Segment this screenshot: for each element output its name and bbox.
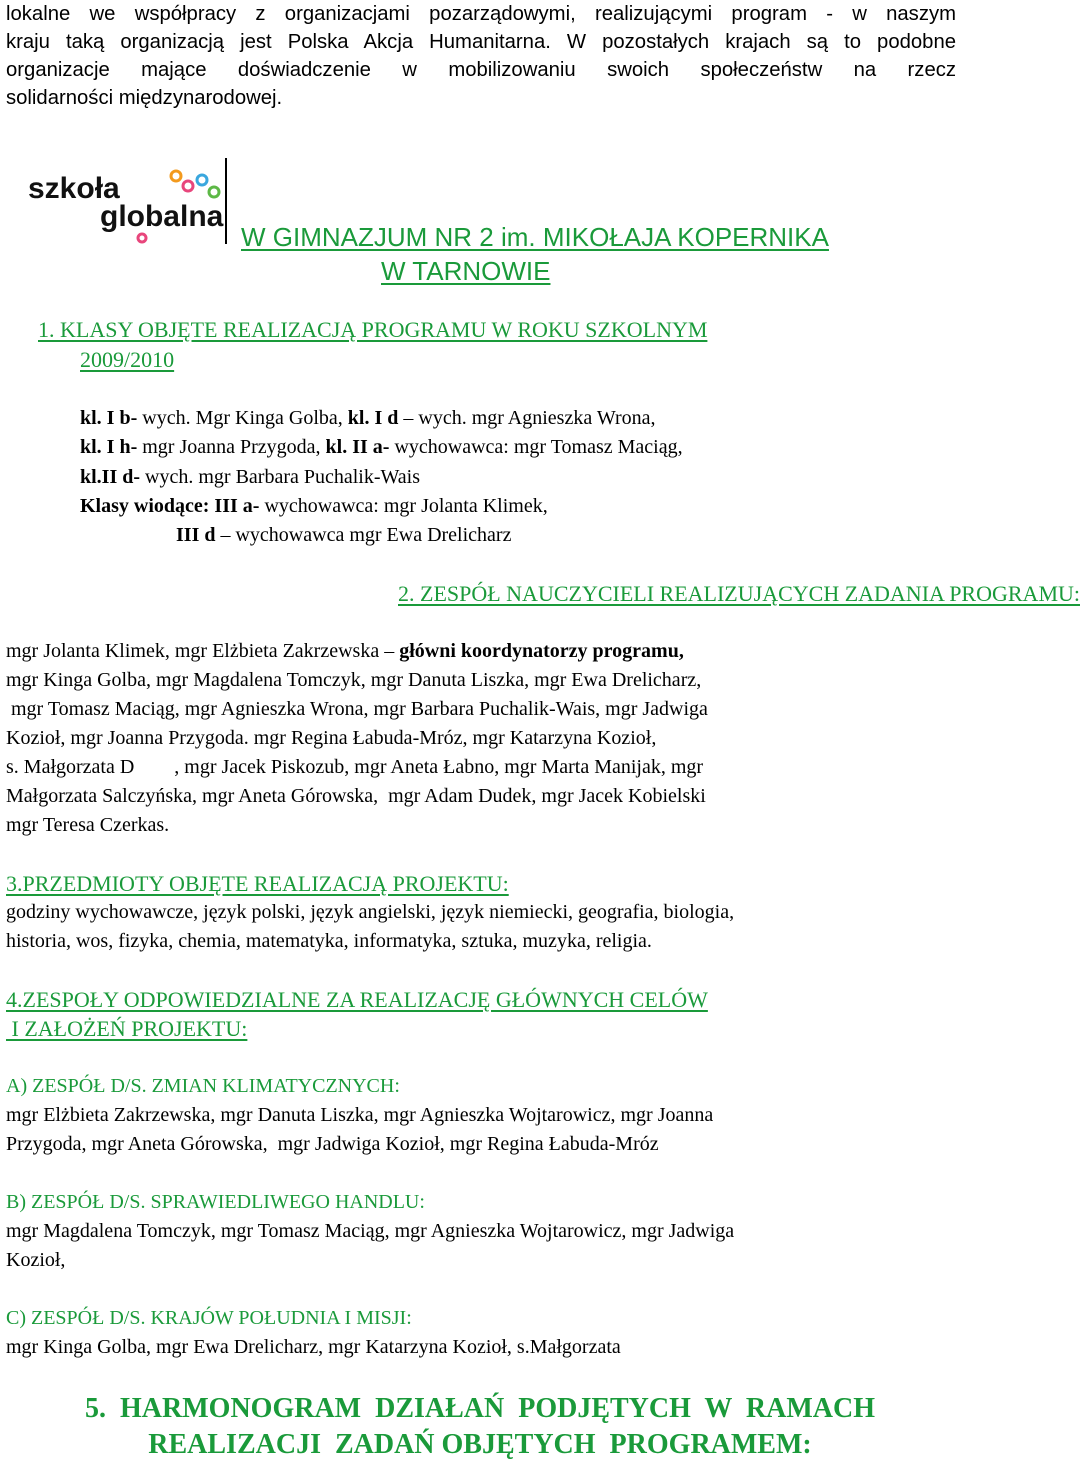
logo-word-1: szkoła — [28, 172, 120, 205]
class-label: Klasy wiodące: III a- — [80, 495, 260, 517]
teacher-line: s. Małgorzata D , mgr Jacek Piskozub, mgr Aneta Łabno, mgr Marta Manijak, mgr — [6, 756, 704, 778]
class-teacher: – wychowawca mgr Ewa Drelicharz — [215, 524, 512, 546]
class-label: kl. I h- — [80, 436, 138, 458]
teacher-line: mgr Teresa Czerkas. — [6, 814, 170, 836]
subjects-line: godziny wychowawcze, język polski, język angielski, język niemiecki, geografia, biologia, — [6, 901, 735, 923]
team-b-title: B) ZESPÓŁ D/S. SPRAWIEDLIWEGO HANDLU: — [6, 1191, 425, 1213]
class-row — [80, 405, 655, 431]
school-name-line2: W TARNOWIE — [381, 256, 551, 286]
intro-line: solidarności międzynarodowej. — [6, 87, 283, 109]
school-name-line1: W GIMNAZJUM NR 2 im. MIKOŁAJA KOPERNIKA — [241, 222, 829, 252]
section1-heading-line1: 1. KLASY OBJĘTE REALIZACJĄ PROGRAMU W ROKU SZKOLNYM — [38, 317, 708, 342]
class-teacher: mgr Joanna Przygoda, — [137, 436, 326, 458]
class-label: kl.II d- — [80, 466, 141, 488]
logo-divider — [225, 158, 227, 244]
coordinators-role: główni koordynatorzy programu, — [399, 640, 684, 662]
class-label: kl. I b- — [80, 407, 138, 429]
team-a-title: A) ZESPÓŁ D/S. ZMIAN KLIMATYCZNYCH: — [6, 1075, 400, 1097]
section1-heading-line2: 2009/2010 — [80, 347, 175, 372]
class-row — [176, 522, 511, 548]
section2-heading: 2. ZESPÓŁ NAUCZYCIELI REALIZUJĄCYCH ZADANIA PROGRAMU: — [398, 581, 1080, 606]
team-b-line: mgr Magdalena Tomczyk, mgr Tomasz Maciąg, mgr Agnieszka Wojtarowicz, mgr Jadwiga — [6, 1220, 735, 1242]
section5-heading-line1: 5. HARMONOGRAM DZIAŁAŃ PODJĘTYCH W RAMACH — [85, 1393, 875, 1424]
intro-line: kraju taką organizacją jest Polska Akcja Humanitarna. W pozostałych krajach są to podobne — [6, 31, 956, 53]
intro-line: organizacje mające doświadczenie w mobilizowaniu swoich społeczeństw na rzecz — [6, 59, 956, 81]
szkola-globalna-logo — [26, 166, 226, 246]
class-label: kl. II a- — [325, 436, 390, 458]
intro-line: lokalne we współpracy z organizacjami pozarządowymi, realizującymi program - w naszym — [6, 3, 956, 25]
logo-graphic — [26, 166, 226, 246]
section4-heading-line1: 4.ZESPOŁY ODPOWIEDZIALNE ZA REALIZACJĘ GŁÓWNYCH CELÓW — [6, 987, 708, 1012]
class-label: III d — [176, 524, 216, 546]
section5-heading-line2: REALIZACJI ZADAŃ OBJĘTYCH PROGRAMEM: — [148, 1429, 812, 1460]
class-label: kl. I d — [347, 407, 399, 429]
team-a-line: mgr Elżbieta Zakrzewska, mgr Danuta Liszka, mgr Agnieszka Wojtarowicz, mgr Joanna — [6, 1104, 714, 1126]
teacher-line: Kozioł, mgr Joanna Przygoda. mgr Regina Łabuda-Mróz, mgr Katarzyna Kozioł, — [6, 727, 657, 749]
class-row — [80, 493, 548, 519]
class-row — [80, 464, 420, 490]
class-teacher: wych. Mgr Kinga Golba, — [137, 407, 348, 429]
section4-heading-line2: I ZAŁOŻEŃ PROJEKTU: — [6, 1016, 248, 1041]
class-teacher: wychowawca: mgr Tomasz Maciąg, — [389, 436, 683, 458]
subjects-line: historia, wos, fizyka, chemia, matematyka, informatyka, sztuka, muzyka, religia. — [6, 930, 652, 952]
intro-paragraph — [6, 0, 956, 112]
class-teacher: wychowawca: mgr Jolanta Klimek, — [259, 495, 548, 517]
team-c-line: mgr Kinga Golba, mgr Ewa Drelicharz, mgr Katarzyna Kozioł, s.Małgorzata — [6, 1336, 621, 1358]
class-teacher: – wych. mgr Agnieszka Wrona, — [398, 407, 656, 429]
class-row — [80, 434, 683, 460]
class-teacher: wych. mgr Barbara Puchalik-Wais — [140, 466, 421, 488]
team-b-line: Kozioł, — [6, 1249, 66, 1271]
teacher-line — [6, 638, 684, 664]
section3-heading: 3.PRZEDMIOTY OBJĘTE REALIZACJĄ PROJEKTU: — [6, 871, 509, 896]
team-c-title: C) ZESPÓŁ D/S. KRAJÓW POŁUDNIA I MISJI: — [6, 1307, 412, 1329]
teacher-line: mgr Kinga Golba, mgr Magdalena Tomczyk, mgr Danuta Liszka, mgr Ewa Drelicharz, — [6, 669, 702, 691]
teacher-line: mgr Tomasz Maciąg, mgr Agnieszka Wrona, mgr Barbara Puchalik-Wais, mgr Jadwiga — [6, 698, 708, 720]
logo-word-2: globalna — [100, 200, 224, 233]
teacher-line: Małgorzata Salczyńska, mgr Aneta Górowska, mgr Adam Dudek, mgr Jacek Kobielski — [6, 785, 706, 807]
team-a-line: Przygoda, mgr Aneta Górowska, mgr Jadwiga Kozioł, mgr Regina Łabuda-Mróz — [6, 1133, 659, 1155]
coordinators-names: mgr Jolanta Klimek, mgr Elżbieta Zakrzewska – — [6, 640, 400, 662]
